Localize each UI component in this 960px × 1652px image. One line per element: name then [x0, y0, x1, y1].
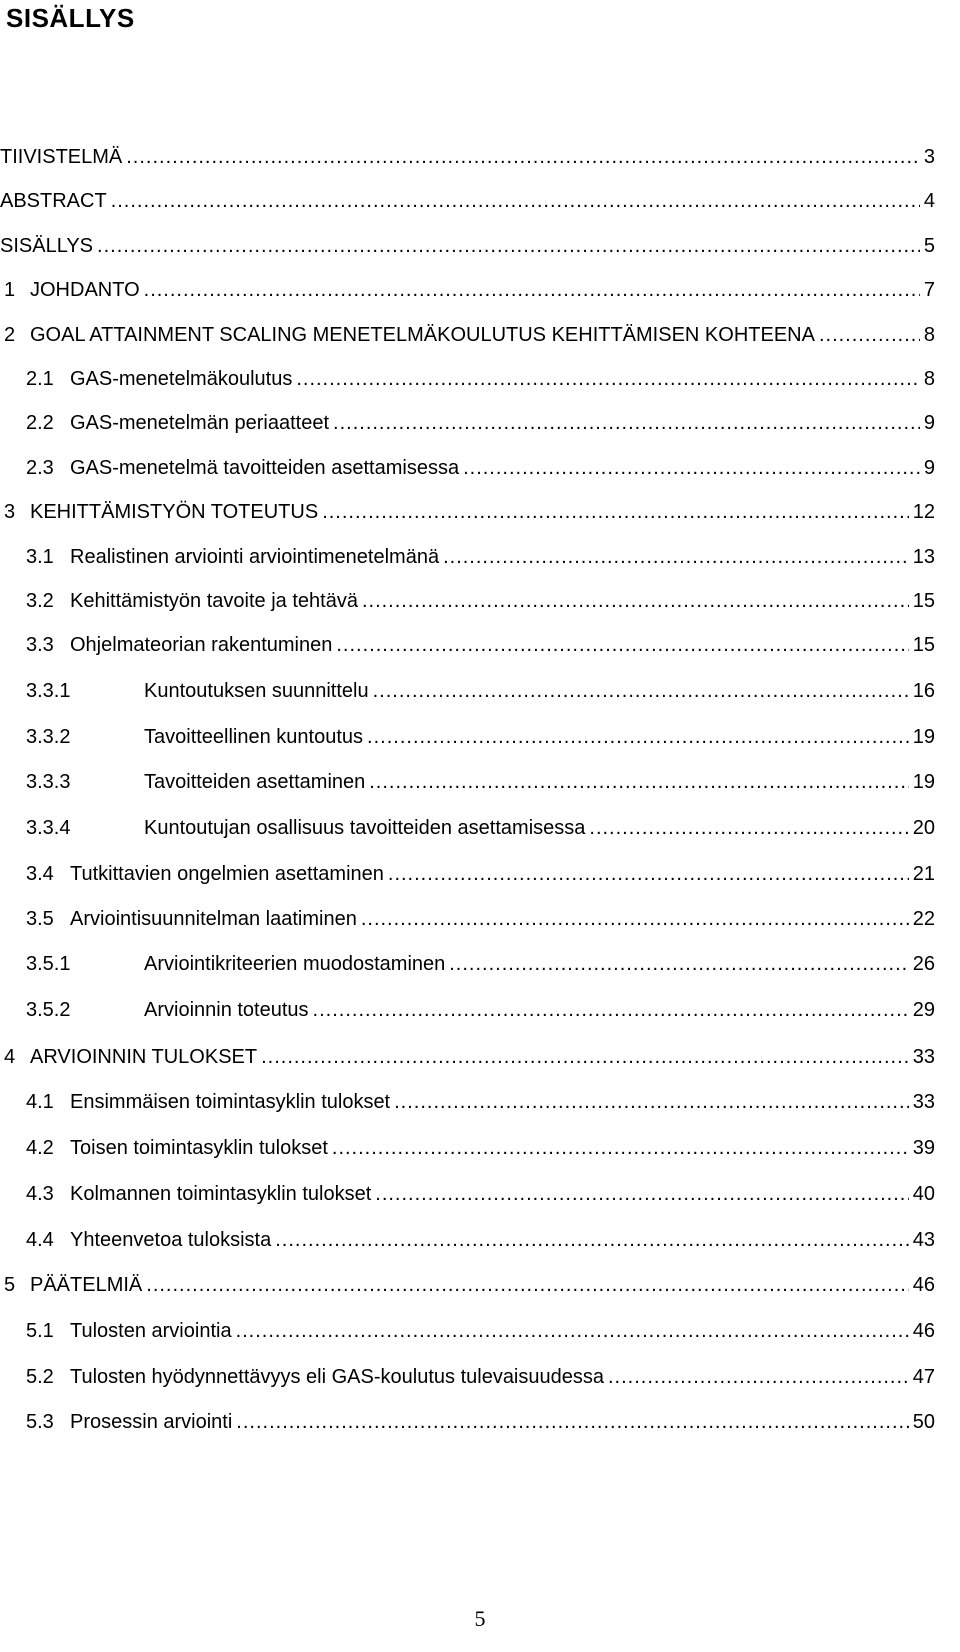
toc-entry-label: Prosessin arviointi [70, 1411, 233, 1433]
toc-entry-page: 21 [912, 863, 935, 885]
toc-entry-page: 47 [912, 1366, 935, 1388]
toc-entry[interactable] [0, 1223, 935, 1253]
toc-entry[interactable] [0, 628, 935, 658]
toc-dot-leader [394, 1089, 909, 1115]
toc-entry-label: Kehittämistyön tavoite ja tehtävä [70, 590, 358, 612]
toc-entry-page: 39 [912, 1137, 935, 1159]
toc-entry-label: Tavoitteellinen kuntoutus [144, 726, 364, 748]
toc-entry[interactable] [0, 947, 935, 977]
toc-entry[interactable] [0, 1405, 935, 1435]
toc-entry-number: 3.3.2 [26, 726, 71, 748]
toc-entry-page: 9 [923, 457, 935, 479]
toc-entry-number: 5.2 [26, 1366, 54, 1388]
toc-entry-page: 19 [912, 771, 935, 793]
toc-dot-leader [367, 724, 909, 750]
toc-entry-label: Arviointisuunnitelman laatiminen [70, 908, 357, 930]
toc-dot-leader [236, 1318, 909, 1344]
toc-entry[interactable] [0, 229, 935, 259]
toc-entry-page: 8 [923, 324, 935, 346]
page-number: 5 [474, 1606, 486, 1631]
toc-entry-page: 3 [923, 146, 935, 168]
toc-entry-label: GOAL ATTAINMENT SCALING MENETELMÄKOULUTUS KEHITTÄMISEN KOHTEENA [30, 324, 815, 346]
toc-entry-label: Kuntoutuksen suunnittelu [144, 680, 369, 702]
toc-entry-label: SISÄLLYS [0, 235, 94, 257]
toc-entry-number: 2.3 [26, 457, 54, 479]
toc-entry-number: 3.1 [26, 546, 54, 568]
toc-entry-label: Tutkittavien ongelmien asettaminen [70, 863, 384, 885]
toc-entry-label: Ohjelmateorian rakentuminen [70, 634, 333, 656]
toc-dot-leader [443, 544, 909, 570]
toc-entry-label: GAS-menetelmäkoulutus [70, 368, 293, 390]
toc-entry-label: KEHITTÄMISTYÖN TOTEUTUS [30, 501, 319, 523]
toc-dot-leader [296, 366, 920, 392]
toc-entry-page: 7 [923, 279, 935, 301]
toc-entry-number: 3.3.3 [26, 771, 71, 793]
toc-entry-label: GAS-menetelmä tavoitteiden asettamisessa [70, 457, 460, 479]
toc-entry[interactable] [0, 362, 935, 392]
toc-entry-number: 5.1 [26, 1320, 54, 1342]
toc-entry-label: Tulosten hyödynnettävyys eli GAS-koulutus tulevaisuudessa [70, 1366, 604, 1388]
toc-entry[interactable] [0, 811, 935, 841]
toc-entry[interactable] [0, 902, 935, 932]
toc-dot-leader [236, 1409, 908, 1435]
toc-entry-number: 2.2 [26, 412, 54, 434]
toc-entry-page: 4 [923, 190, 935, 212]
toc-entry[interactable] [0, 1268, 935, 1298]
toc-entry[interactable] [0, 674, 935, 704]
toc-entry-page: 9 [923, 412, 935, 434]
toc-entry[interactable] [0, 765, 935, 795]
toc-entry-number: 1 [4, 279, 16, 301]
toc-dot-leader [362, 588, 909, 614]
toc-entry-label: Arvioinnin toteutus [144, 999, 309, 1021]
toc-entry-number: 5 [4, 1274, 16, 1296]
toc-entry-label: ABSTRACT [0, 190, 107, 212]
toc-entry-number: 5.3 [26, 1411, 54, 1433]
toc-entry-page: 46 [912, 1320, 935, 1342]
toc-entry[interactable] [0, 1360, 935, 1390]
toc-entry-label: JOHDANTO [30, 279, 140, 301]
toc-dot-leader [369, 769, 909, 795]
toc-dot-leader [332, 1135, 909, 1161]
toc-entry-label: Toisen toimintasyklin tulokset [70, 1137, 328, 1159]
toc-dot-leader [111, 188, 920, 214]
toc-entry-number: 3.3 [26, 634, 54, 656]
toc-dot-leader [261, 1044, 909, 1070]
toc-entry-number: 4.1 [26, 1091, 54, 1113]
toc-entry[interactable] [0, 495, 935, 525]
toc-dot-leader [275, 1227, 909, 1253]
toc-entry-number: 4.4 [26, 1229, 54, 1251]
toc-entry-number: 3.2 [26, 590, 54, 612]
toc-entry-page: 50 [912, 1411, 935, 1433]
toc-entry[interactable] [0, 1314, 935, 1344]
toc-entry-number: 3.5.1 [26, 953, 71, 975]
toc-entry[interactable] [0, 406, 935, 436]
toc-entry-page: 20 [912, 817, 935, 839]
toc-dot-leader [146, 1272, 908, 1298]
toc-entry-number: 3.4 [26, 863, 54, 885]
toc-entry[interactable] [0, 720, 935, 750]
toc-entry[interactable] [0, 184, 935, 214]
toc-entry-page: 13 [912, 546, 935, 568]
toc-entry-page: 22 [912, 908, 935, 930]
toc-entry[interactable] [0, 451, 935, 481]
toc-entry-page: 12 [912, 501, 935, 523]
toc-entry-label: TIIVISTELMÄ [0, 146, 123, 168]
toc-dot-leader [144, 277, 920, 303]
toc-entry-label: Tulosten arviointia [70, 1320, 232, 1342]
toc-dot-leader [608, 1364, 909, 1390]
toc-dot-leader [463, 455, 920, 481]
toc-entry-number: 3.3.4 [26, 817, 71, 839]
toc-entry-number: 3.5.2 [26, 999, 71, 1021]
toc-entry-number: 3.5 [26, 908, 54, 930]
toc-dot-leader [388, 861, 909, 887]
toc-dot-leader [322, 499, 909, 525]
toc-entry-number: 4 [4, 1046, 16, 1068]
toc-dot-leader [589, 815, 908, 841]
toc-dot-leader [375, 1181, 908, 1207]
toc-entry-label: PÄÄTELMIÄ [30, 1274, 143, 1296]
toc-entry-page: 8 [923, 368, 935, 390]
toc-entry-page: 19 [912, 726, 935, 748]
toc-entry[interactable] [0, 318, 935, 348]
toc-entry[interactable] [0, 540, 935, 570]
toc-entry-label: Ensimmäisen toimintasyklin tulokset [70, 1091, 391, 1113]
toc-entry[interactable] [0, 584, 935, 614]
toc-dot-leader [126, 144, 920, 170]
toc-entry[interactable] [0, 140, 935, 170]
toc-entry-number: 2.1 [26, 368, 54, 390]
toc-entry-page: 33 [912, 1091, 935, 1113]
toc-entry-label: ARVIOINNIN TULOKSET [30, 1046, 258, 1068]
toc-dot-leader [313, 997, 909, 1023]
toc-entry[interactable] [0, 1177, 935, 1207]
toc-entry-label: Yhteenvetoa tuloksista [70, 1229, 272, 1251]
toc-entry[interactable] [0, 857, 935, 887]
toc-entry-label: Realistinen arviointi arviointimenetelmänä [70, 546, 440, 568]
toc-dot-leader [449, 951, 909, 977]
toc-dot-leader [336, 632, 908, 658]
toc-entry-number: 4.3 [26, 1183, 54, 1205]
toc-entry-label: GAS-menetelmän periaatteet [70, 412, 330, 434]
toc-entry-page: 15 [912, 634, 935, 656]
toc-dot-leader [97, 233, 920, 259]
toc-entry-label: Kuntoutujan osallisuus tavoitteiden asettamisessa [144, 817, 586, 839]
toc-entry-page: 16 [912, 680, 935, 702]
toc-entry-label: Tavoitteiden asettaminen [144, 771, 366, 793]
toc-entry-page: 40 [912, 1183, 935, 1205]
toc-entry[interactable] [0, 993, 935, 1023]
toc-entry[interactable] [0, 273, 935, 303]
toc-entry-page: 33 [912, 1046, 935, 1068]
toc-dot-leader [373, 678, 909, 704]
toc-entry[interactable] [0, 1085, 935, 1115]
page-title: SISÄLLYS [6, 3, 135, 33]
toc-entry-number: 3 [4, 501, 16, 523]
toc-entry-label: Kolmannen toimintasyklin tulokset [70, 1183, 372, 1205]
toc-dot-leader [333, 410, 920, 436]
toc-entry-page: 15 [912, 590, 935, 612]
toc-entry-page: 5 [923, 235, 935, 257]
toc-entry-number: 3.3.1 [26, 680, 71, 702]
toc-entry-number: 4.2 [26, 1137, 54, 1159]
toc-entry[interactable] [0, 1040, 935, 1070]
toc-entry[interactable] [0, 1131, 935, 1161]
toc-entry-page: 43 [912, 1229, 935, 1251]
toc-entry-page: 26 [912, 953, 935, 975]
toc-dot-leader [819, 322, 920, 348]
toc-entry-page: 46 [912, 1274, 935, 1296]
toc-entry-number: 2 [4, 324, 16, 346]
toc-entry-page: 29 [912, 999, 935, 1021]
toc-dot-leader [361, 906, 909, 932]
toc-entry-label: Arviointikriteerien muodostaminen [144, 953, 446, 975]
